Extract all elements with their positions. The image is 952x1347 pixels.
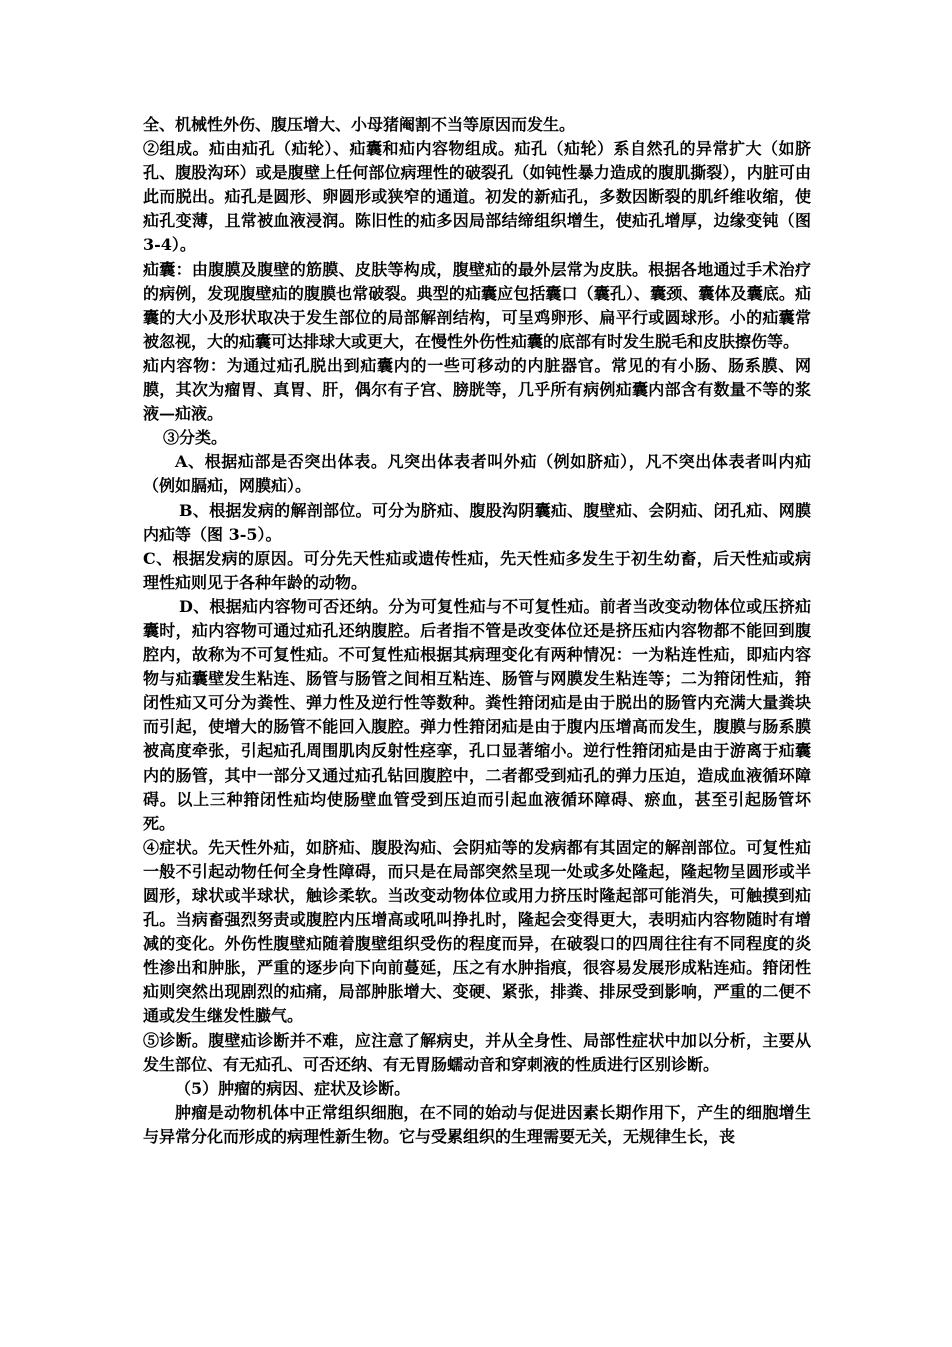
heading-tumor: （5）肿瘤的病因、症状及诊断。 xyxy=(175,1078,411,1098)
paragraph-diagnosis: ⑤诊断。腹壁疝诊断并不难，应注意了解病史，并从全身性、局部性症状中加以分析，主要从发生部位、有无疝孔、可否还纳、有无胃肠蠕动音和穿刺液的性质进行区别诊断。 xyxy=(143,1030,811,1074)
paragraph-class-b: B、根据发病的解剖部位。可分为脐疝、腹股沟阴囊疝、腹壁疝、会阴疝、闭孔疝、网膜内疝等（图 3-5）。 xyxy=(143,500,811,544)
paragraph-symptoms: ④症状。先天性外疝，如脐疝、腹股沟疝、会阴疝等的发病都有其固定的解剖部位。可复性疝一般不引起动物任何全身性障碍，而只是在局部突然呈现一处或多处隆起，隆起物呈圆形或半圆形，球状或半球状，触诊柔软。当改变动物体位或用力挤压时隆起部可能消失，可触摸到疝孔。当病畜强烈努责或腹腔内压增高或吼叫挣扎时，隆起会变得更大，表明疝内容物随时有增减的变化。外伤性腹壁疝随着腹壁组织受伤的程度而异，在破裂口的四周往往有不同程度的炎性渗出和肿胀，严重的逐步向下向前蔓延，压之有水肿指痕，很容易发展形成粘连疝。箝闭性疝则突然出现剧烈的疝痛，局部肿胀增大、变硬、紧张，排粪、排尿受到影响，严重的二便不通或发生继发性臌气。 xyxy=(143,837,811,1026)
paragraph-hernia-contents: 疝内容物：为通过疝孔脱出到疝囊内的一些可移动的内脏器官。常见的有小肠、肠系膜、网膜，其次为瘤胃、真胃、肝，偶尔有子宫、膀胱等，几乎所有病例疝囊内部含有数量不等的浆液—疝液。 xyxy=(143,355,811,424)
paragraph-class-c: C、根据发病的原因。可分先天性疝或遗传性疝，先天性疝多发生于初生幼畜，后天性疝或病理性疝则见于各种年龄的动物。 xyxy=(143,548,811,592)
heading-classification: ③分类。 xyxy=(163,428,228,448)
paragraph-hernia-sac: 疝囊：由腹膜及腹壁的筋膜、皮肤等构成，腹壁疝的最外层常为皮肤。根据各地通过手术治疗的病例，发现腹壁疝的腹膜也常破裂。典型的疝囊应包括囊口（囊孔）、囊颈、囊体及囊底。疝囊的大小及形状取决于发生部位的局部解剖结构，可呈鸡卵形、扁平行或圆球形。小的疝囊常被忽视，大的疝囊可达排球大或更大，在慢性外伤性疝囊的底部有时发生脱毛和皮肤擦伤等。 xyxy=(143,259,811,351)
paragraph-class-d: D、根据疝内容物可否还纳。分为可复性疝与不可复性疝。前者当改变动物体位或压挤疝囊时，疝内容物可通过疝孔还纳腹腔。后者指不管是改变体位还是挤压疝内容物都不能回到腹腔内，故称为不可复性疝。不可复性疝根据其病理变化有两种情况：一为粘连性疝，即疝内容物与疝囊壁发生粘连、肠管与肠管之间相互粘连、肠管与网膜发生粘连等；二为箝闭性疝，箝闭性疝又可分为粪性、弹力性及逆行性等数种。粪性箝闭疝是由于脱出的肠管内充满大量粪块而引起，使增大的肠管不能回入腹腔。弹力性箝闭疝是由于腹内压增高而发生，腹膜与肠系膜被高度牵张，引起疝孔周围肌肉反射性痉挛，孔口显著缩小。逆行性箝闭疝是由于游离于疝囊内的肠管，其中一部分又通过疝孔钻回腹腔中，二者都受到疝孔的弹力压迫，造成血液循环障碍。以上三种箝闭性疝均使肠壁血管受到压迫而引起血液循环障碍、瘀血，甚至引起肠管坏死。 xyxy=(143,596,811,833)
document-page xyxy=(143,113,811,1149)
paragraph-composition: ②组成。疝由疝孔（疝轮）、疝囊和疝内容物组成。疝孔（疝轮）系自然孔的异常扩大（如脐孔、腹股沟环）或是腹壁上任何部位病理性的破裂孔（如钝性暴力造成的腹肌撕裂），内脏可由此而脱出。疝孔是圆形、卵圆形或狭窄的通道。初发的新疝孔，多数因断裂的肌纤维收缩，使疝孔变薄，且常被血液浸润。陈旧性的疝多因局部结缔组织增生，使疝孔增厚，边缘变钝（图 3-4）。 xyxy=(143,139,811,255)
paragraph-class-a: A、根据疝部是否突出体表。凡突出体表者叫外疝（例如脐疝），凡不突出体表者叫内疝（例如膈疝，网膜疝）。 xyxy=(143,452,811,496)
paragraph-tumor-definition: 肿瘤是动物机体中正常组织细胞，在不同的始动与促进因素长期作用下，产生的细胞增生与异常分化而形成的病理性新生物。它与受累组织的生理需要无关，无规律生长，丧 xyxy=(143,1102,811,1146)
paragraph-causes-end: 全、机械性外伤、腹压增大、小母猪阉割不当等原因而发生。 xyxy=(143,115,576,134)
